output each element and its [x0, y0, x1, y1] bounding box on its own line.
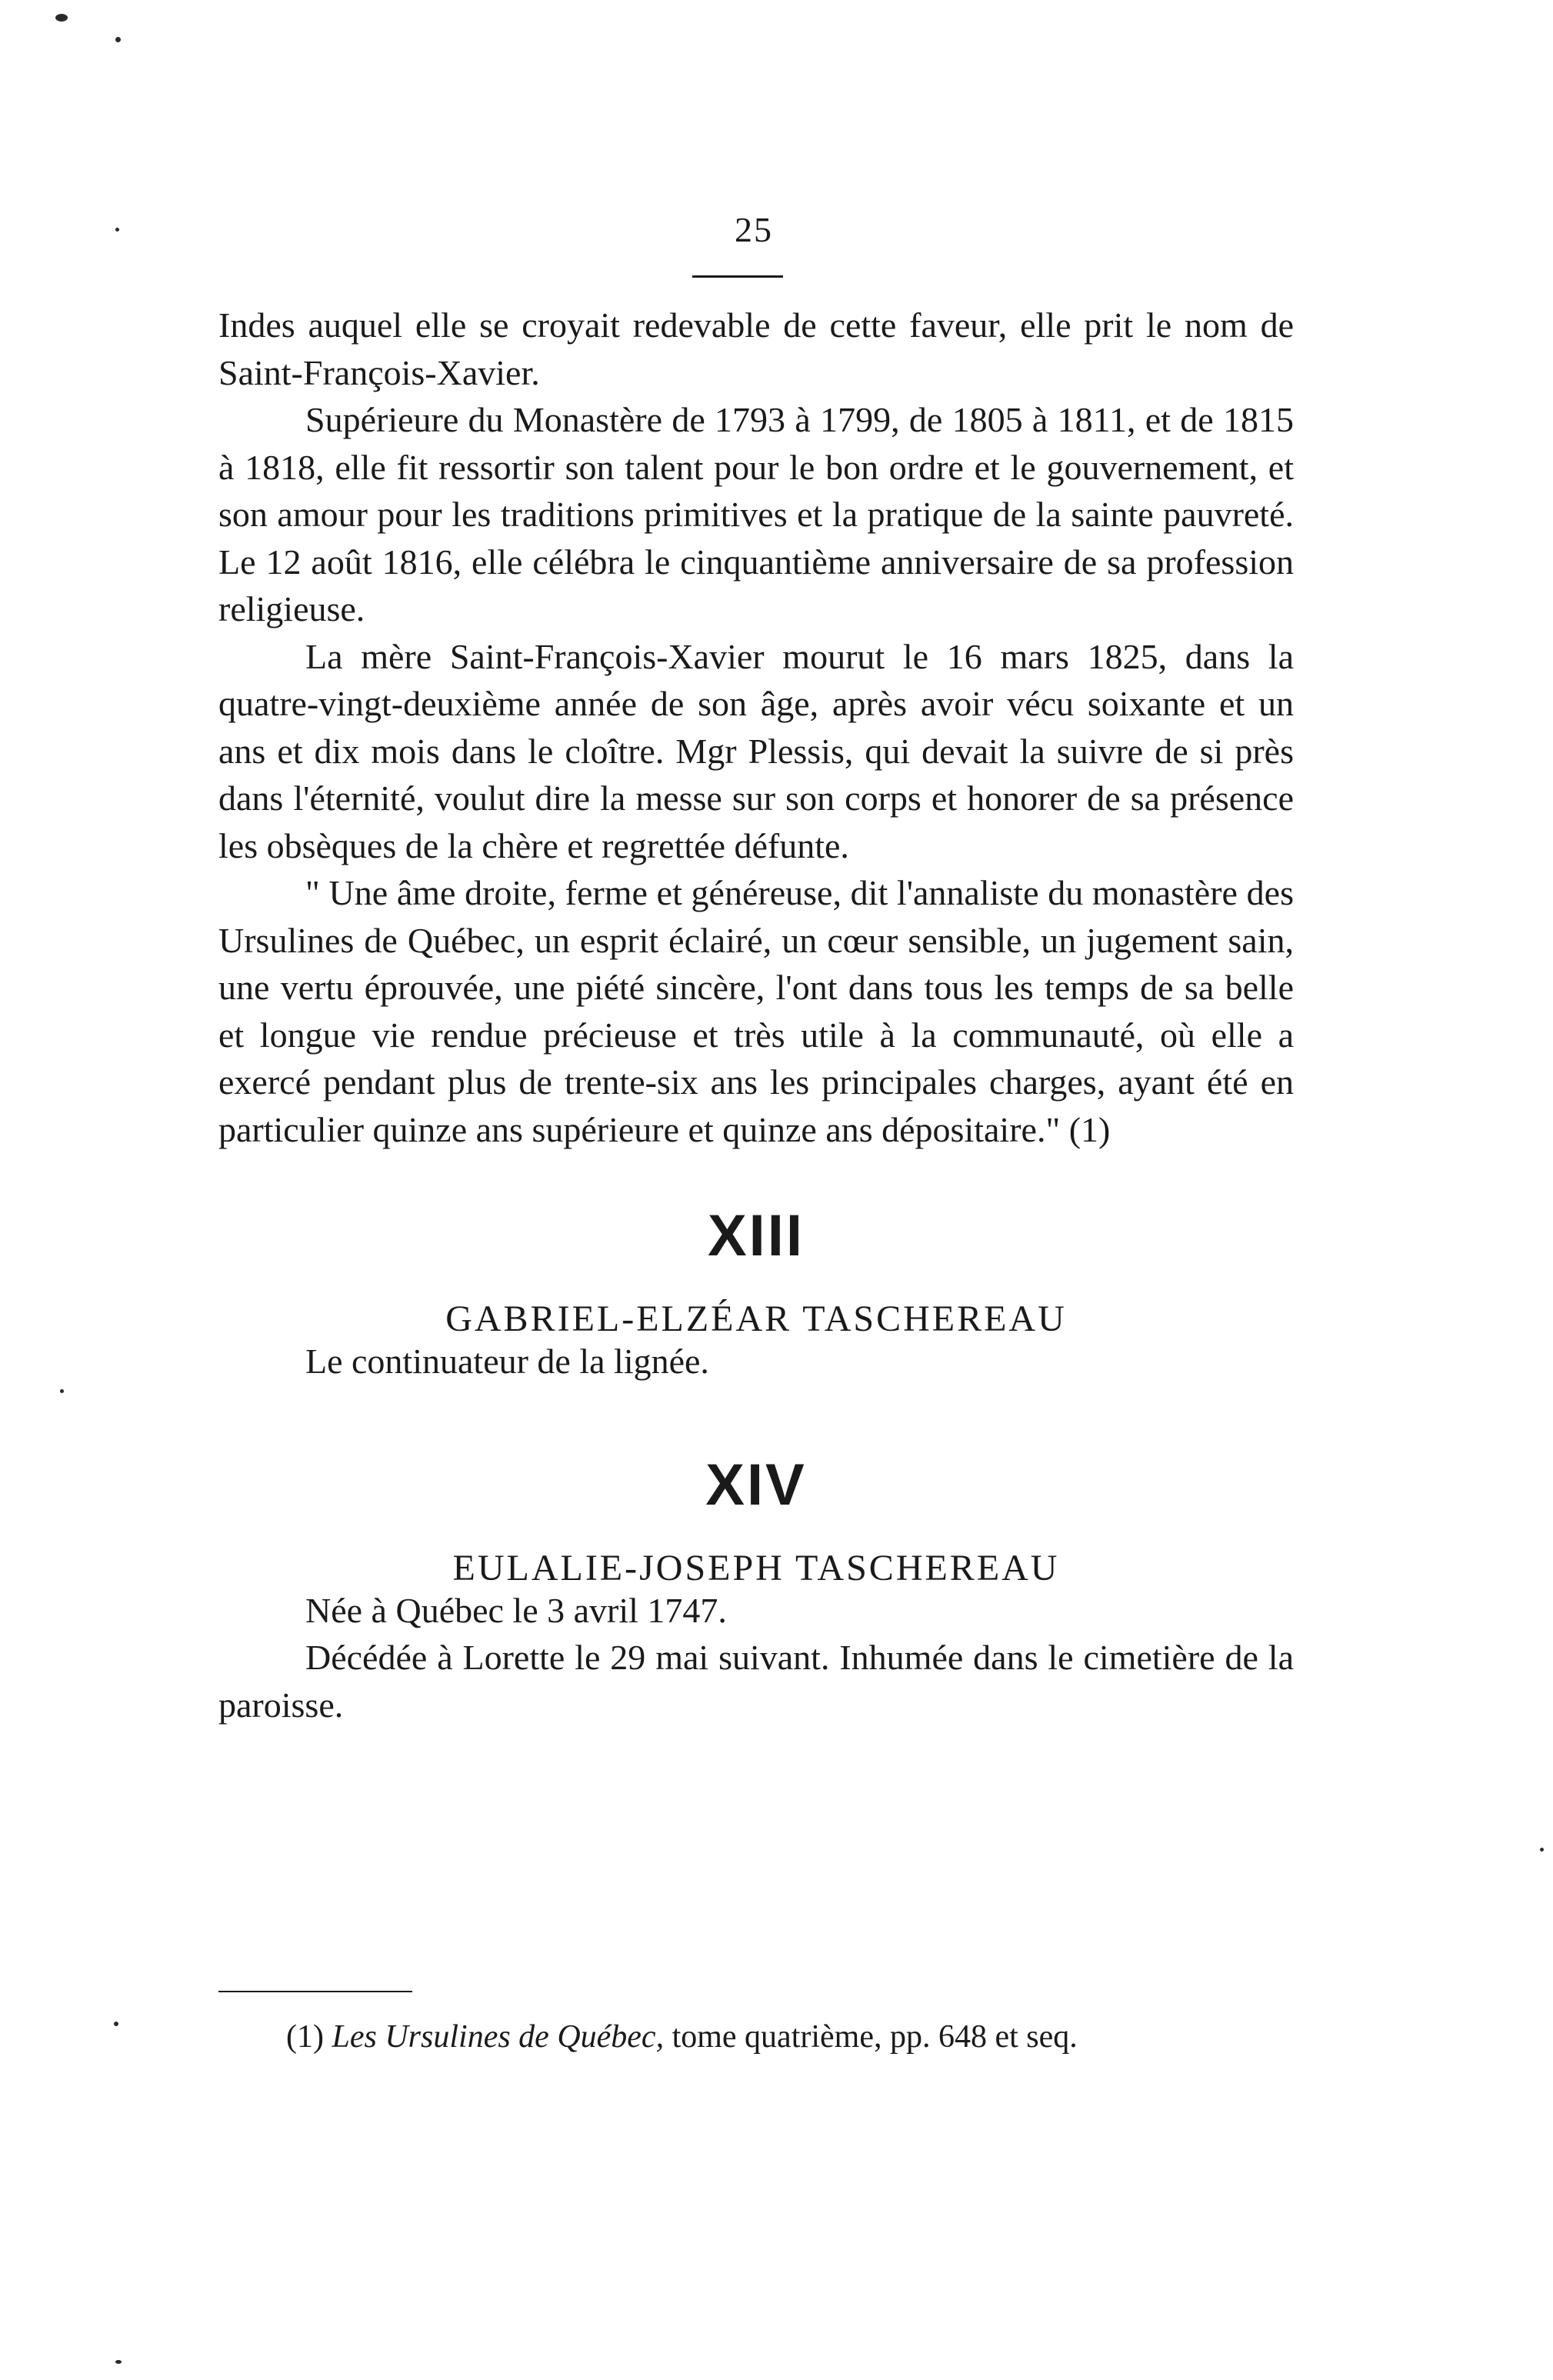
- paragraph-quotation: " Une âme droite, ferme et généreuse, dit l'annaliste du monastère des Ursulines de Québec, un esprit éclairé, un cœur sensible, un jugement sain, une vertu éprouvée, une piété sincère, l'ont dans tous les temps de sa belle et longue vie rendue précieuse et très utile à la communauté, où elle a exercé pendant plus de trente-six ans les principales charges, ayant été en particulier quinze ans supérieure et quinze ans dépositaire." (1): [218, 873, 1294, 1149]
- section-subtitle: Le continuateur de la lignée.: [305, 1342, 709, 1381]
- section-heading-name: GABRIEL-ELZÉAR TASCHEREAU: [445, 1298, 1067, 1339]
- footnote-reference: tome quatrième, pp. 648 et seq.: [672, 2019, 1078, 2055]
- section-heading-numeral: XIV: [705, 1452, 807, 1518]
- scan-speck: [115, 37, 121, 42]
- footnote-rule: [218, 1991, 412, 1992]
- scan-speck: [114, 2022, 118, 2026]
- birth-line: Née à Québec le 3 avril 1747.: [305, 1590, 727, 1630]
- page-body: [218, 302, 1294, 1728]
- scan-speck: [115, 2360, 122, 2364]
- death-line: Décédée à Lorette le 29 mai suivant. Inhumée dans le cimetière de la paroisse.: [218, 1638, 1294, 1725]
- paragraph-death: La mère Saint-François-Xavier mourut le 16 mars 1825, dans la quatre-vingt-deuxième année de son âge, après avoir vécu soixante et un ans et dix mois dans le cloître. Mgr Plessis, qui devait la suivre de si près dans l'éternité, voulut dire la messe sur son corps et honorer de sa présence les obsèques de la chère et regrettée défunte.: [218, 636, 1294, 865]
- header-rule: [692, 275, 783, 278]
- paragraph-superior: Supérieure du Monastère de 1793 à 1799, de 1805 à 1811, et de 1815 à 1818, elle fit ressortir son talent pour le bon ordre et le gouvernement, et son amour pour les traditions primitives et la pratique de la sainte pauvreté. Le 12 août 1816, elle célébra le cinquantième anniversaire de sa profession religieuse.: [218, 400, 1294, 628]
- page-number: 25: [735, 210, 773, 249]
- section-heading-numeral: XIII: [707, 1203, 805, 1268]
- footnote-title: Les Ursulines de Québec,: [332, 2019, 665, 2055]
- paragraph-continuation: Indes auquel elle se croyait redevable de cette faveur, elle prit le nom de Saint-François-Xavier.: [218, 305, 1294, 392]
- scan-speck: [55, 14, 68, 22]
- scan-speck: [60, 1389, 64, 1393]
- scan-speck: [115, 228, 119, 232]
- section-heading-name: EULALIE-JOSEPH TASCHEREAU: [452, 1547, 1060, 1588]
- scan-speck: [1540, 1848, 1544, 1852]
- footnote: [286, 2014, 1301, 2060]
- footnote-marker: (1): [286, 2019, 324, 2055]
